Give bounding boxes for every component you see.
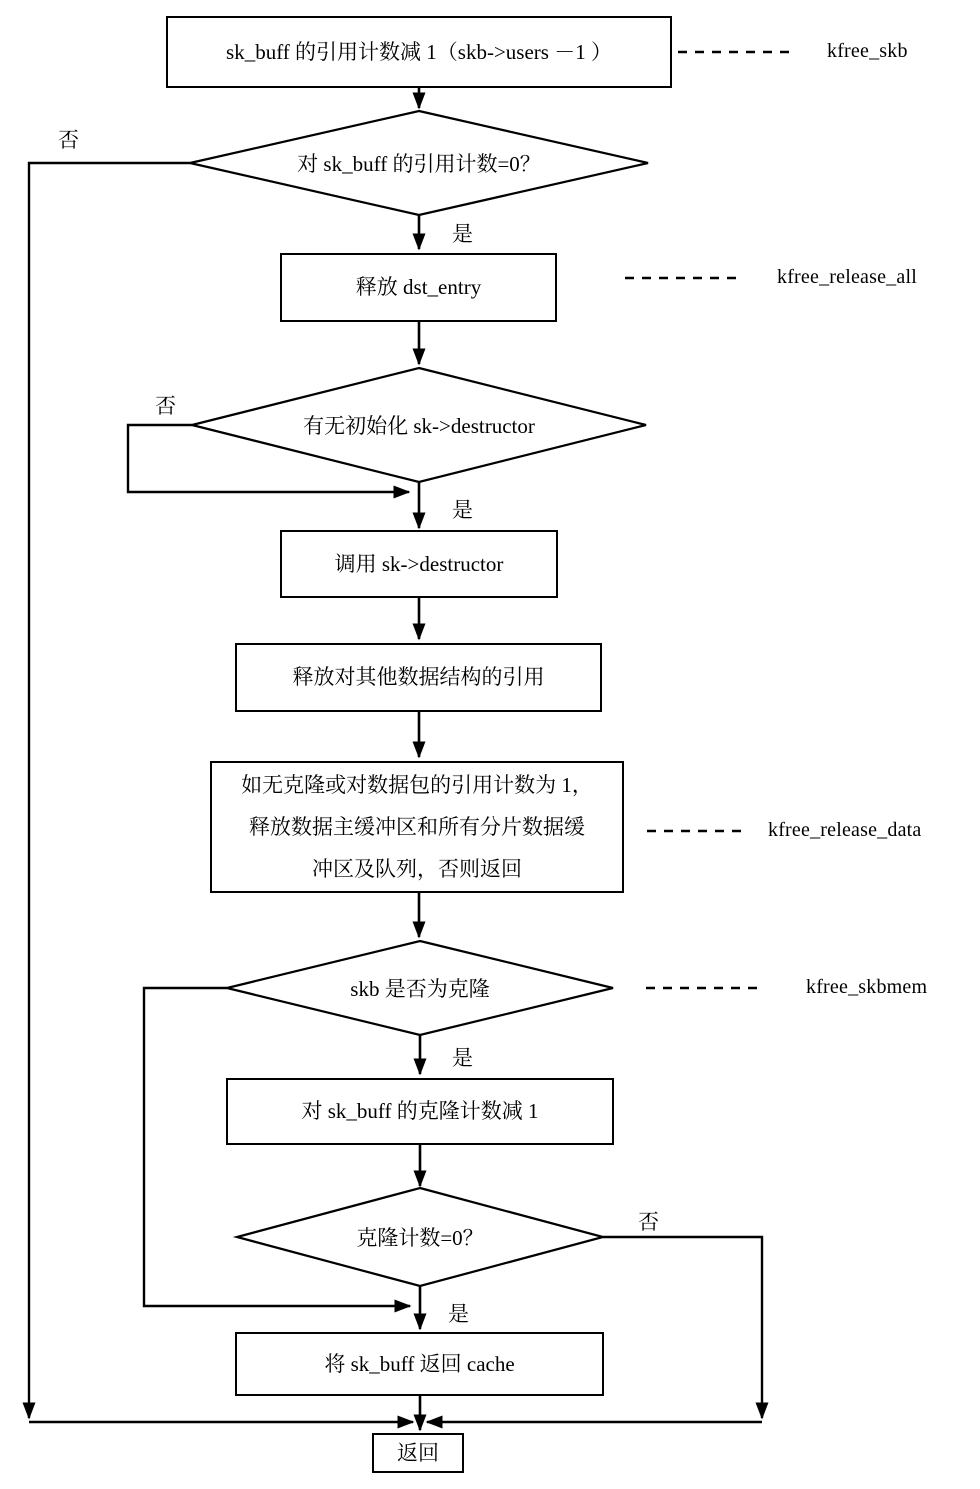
process-box-release-data-line1: 如无克隆或对数据包的引用计数为 1， <box>241 773 593 797</box>
process-box-release-dst-label: 释放 dst_entry <box>355 275 482 300</box>
decision-text-ref-count-zero <box>190 113 648 213</box>
process-box-return-to-cache <box>235 1332 604 1396</box>
decision-text-is-clone-label: skb 是否为克隆 <box>350 977 490 1001</box>
process-box-release-data-line2: 释放数据主缓冲区和所有分片数据缓 <box>249 815 585 839</box>
edge-decision1-no <box>29 163 190 1418</box>
terminal-box-return <box>372 1433 464 1473</box>
function-label-kfree-skb: kfree_skb <box>827 40 908 62</box>
decision-text-destructor-initialized <box>192 370 646 480</box>
process-box-decrement-users-label: sk_buff 的引用计数减 1（skb->users －1 ） <box>226 39 612 64</box>
function-label-kfree-release-data: kfree_release_data <box>768 819 922 841</box>
function-label-kfree-release-all: kfree_release_all <box>777 266 917 288</box>
edge-decision4-no <box>603 1237 762 1418</box>
function-label-kfree-skbmem: kfree_skbmem <box>806 976 928 998</box>
branch-label-destructor-yes: 是 <box>452 498 473 522</box>
process-box-release-dst <box>280 253 557 322</box>
branch-label-clone-count-no: 否 <box>638 1210 659 1234</box>
branch-label-ref-yes: 是 <box>452 222 473 246</box>
process-box-call-destructor-label: 调用 sk->destructor <box>334 551 504 576</box>
process-box-decrement-clone-label: 对 sk_buff 的克隆计数减 1 <box>301 1099 539 1124</box>
process-box-decrement-users <box>166 16 672 88</box>
decision-text-destructor-initialized-label: 有无初始化 sk->destructor <box>303 414 535 438</box>
decision-text-clone-count-zero <box>237 1190 603 1284</box>
branch-label-ref-no: 否 <box>58 128 79 152</box>
decision-text-is-clone <box>227 943 613 1033</box>
process-box-release-data-line3: 冲区及队列，否则返回 <box>312 857 522 881</box>
process-box-release-other-refs-label: 释放对其他数据结构的引用 <box>292 665 545 690</box>
branch-label-clone-count-yes: 是 <box>448 1302 469 1326</box>
branch-label-destructor-no: 否 <box>155 394 176 418</box>
process-box-call-destructor <box>280 530 558 598</box>
process-box-release-other-refs <box>235 643 602 712</box>
decision-text-clone-count-zero-label: 克隆计数=0？ <box>356 1226 484 1250</box>
terminal-box-return-label: 返回 <box>397 1440 439 1465</box>
process-box-decrement-clone <box>226 1078 614 1145</box>
process-box-release-data <box>210 761 624 893</box>
decision-text-ref-count-zero-label: 对 sk_buff 的引用计数=0？ <box>297 152 541 176</box>
branch-label-clone-yes: 是 <box>452 1046 473 1070</box>
process-box-return-to-cache-label: 将 sk_buff 返回 cache <box>324 1351 515 1376</box>
